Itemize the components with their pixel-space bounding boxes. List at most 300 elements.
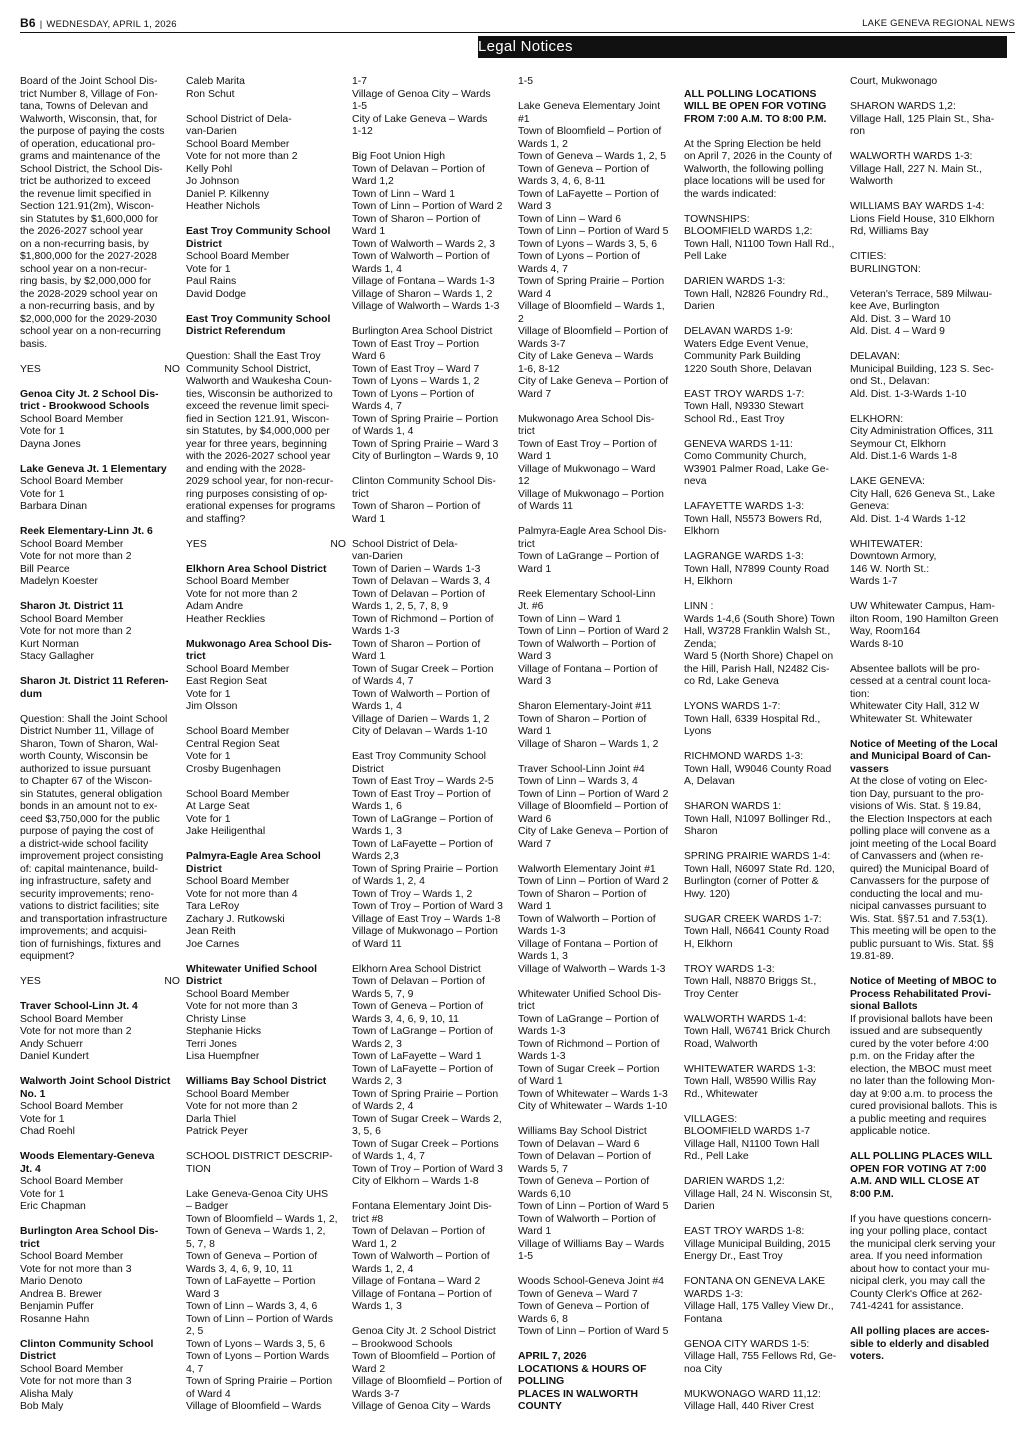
notice-text-line: – Brookwood Schools — [352, 1338, 453, 1350]
notice-text-line: Town of Walworth – Portion of — [518, 1213, 656, 1225]
notice-text-line: 1-12 — [352, 126, 373, 137]
notice-text-line: tana, Towns of Delevan and — [20, 101, 149, 112]
paragraph-gap — [186, 776, 346, 789]
notice-text-line: Village of Darien – Wards 1, 2 — [352, 713, 490, 725]
notice-text-line: Stacy Gallagher — [20, 651, 94, 662]
notice-text-line: Whitewater City Hall, 312 W — [850, 701, 980, 712]
paragraph-gap — [20, 664, 180, 677]
notice-text-line: Traver School-Linn Joint #4 — [518, 763, 645, 775]
notice-text-line: Town of Delavan – Portion of — [518, 1151, 651, 1162]
notice-text-line: Town of Spring Prairie – Portion — [518, 276, 665, 287]
notice-text-line: Town of Geneva – Portion of — [186, 1251, 318, 1262]
notice-text-line: Andy Schuerr — [20, 1038, 83, 1050]
notice-text-line: Eric Chapman — [20, 1201, 86, 1212]
notice-text-line: CITIES: — [850, 251, 887, 262]
paragraph-gap — [518, 976, 678, 989]
notice-heading-line: sional Ballots — [850, 1001, 918, 1012]
notice-text-line: W3901 Palmer Road, Lake Ge- — [684, 463, 829, 475]
notice-text-line: Village of Bloomfield – Wards 1, — [518, 301, 665, 312]
notice-heading-line: East Troy Community School — [186, 313, 331, 325]
notice-text-line: place locations will be used for — [684, 176, 825, 187]
notice-text-line: Town of East Troy – Wards 2-5 — [352, 776, 494, 787]
notice-text-line: Wards 2,3 — [352, 851, 399, 862]
notice-text-line: ing your polling place, contact — [850, 1226, 987, 1237]
notice-text-line: the Hill, Parish Hall, N2482 Cis- — [684, 663, 830, 675]
notice-text-line: WHITEWATER WARDS 1-3: — [684, 1063, 816, 1075]
paragraph-gap — [684, 126, 844, 139]
notice-text-line: Ward 1 — [352, 651, 386, 662]
paragraph-gap — [186, 526, 346, 539]
notice-text-line: Walworth, Wisconsin, that, for — [20, 113, 158, 125]
notice-heading-line: East Troy Community School — [186, 226, 331, 237]
notice-text-line: WHITEWATER: — [850, 538, 923, 550]
paragraph-gap — [20, 1214, 180, 1227]
notice-text-line: conducting the local and mu- — [850, 888, 983, 900]
notice-text-line: Vote for not more than 2 — [186, 151, 298, 162]
paragraph-gap — [186, 339, 346, 352]
notice-text-line: Absentee ballots will be pro- — [850, 663, 980, 675]
notice-text-line: of Wards 2, 4 — [352, 1101, 414, 1112]
notice-text-line: Town of Bloomfield – Wards 1, 2, — [186, 1213, 338, 1225]
notice-text-line: erational expenses for programs — [186, 501, 336, 512]
notice-text-line: issued and are subsequently — [850, 1026, 983, 1037]
notice-text-line: Town of Geneva – Portion of — [518, 163, 650, 175]
notice-text-line: cured by the voter before 4:00 — [850, 1038, 989, 1050]
notice-text-line: Hall, W3728 Franklin Walsh St., — [684, 626, 831, 637]
notice-text-line: of Wards 1, 2, 4 — [352, 876, 425, 887]
notice-text-line: polling place will convene as a — [850, 826, 990, 837]
paragraph-gap — [186, 714, 346, 727]
notice-text-line: Kelly Pohl — [186, 163, 233, 175]
notice-heading-line: Lake Geneva Jt. 1 Elementary — [20, 463, 167, 475]
notice-text-line: School Board Member — [20, 538, 124, 550]
paragraph-gap — [684, 789, 844, 802]
notice-columns — [20, 76, 1010, 1426]
notice-text-line: $2,000,000 for the 2029-2030 — [20, 313, 157, 325]
notice-text-line: Town of LaFayette – Portion of — [518, 188, 659, 200]
notice-text-line: Ald. Dist. 3 – Ward 10 — [850, 313, 951, 325]
notice-text-line: School District of Dela- — [186, 113, 292, 125]
notice-heading-line: Reek Elementary-Linn Jt. 6 — [20, 526, 153, 537]
notice-text-line: Adam Andre — [186, 601, 244, 612]
notice-text-line: Wards 2, 3 — [352, 1076, 402, 1087]
paragraph-gap — [684, 1376, 844, 1389]
paragraph-gap — [186, 626, 346, 639]
notice-text-line: SHARON WARDS 1,2: — [850, 101, 956, 112]
notice-text-line: Village of Walworth – Wards 1-3 — [352, 301, 500, 312]
notice-text-line: WILLIAMS BAY WARDS 1-4: — [850, 201, 985, 212]
notice-text-line: Town Hall, N7899 County Road — [684, 563, 829, 575]
notice-text-line: co Rd, Lake Geneva — [684, 676, 779, 687]
notice-text-line: joint meeting of the Local Board — [850, 838, 997, 850]
notice-text-line: Town of Lyons – Portion of — [518, 251, 641, 262]
notice-text-line: Jake Heiligenthal — [186, 826, 266, 837]
notice-text-line: with the 2026-2027 school year — [186, 451, 331, 462]
notice-text-line: This meeting will be open to the — [850, 926, 997, 937]
paragraph-gap — [850, 964, 1010, 977]
notice-text-line: Village Hall, 755 Fellows Rd, Ge- — [684, 1351, 837, 1362]
notice-text-line: Wards 3, 4, 6, 9, 10, 11 — [186, 1263, 293, 1275]
ballot-choice-yes: YES — [20, 976, 41, 987]
notice-text-line: Fontana Elementary Joint Dis- — [352, 1201, 492, 1212]
notice-heading-line: No. 1 — [20, 1088, 46, 1100]
notice-text-line: Village Hall, 440 River Crest — [684, 1401, 814, 1412]
notice-text-line: van-Darien — [352, 551, 403, 562]
notice-text-line: Town of Linn – Portion of Ward 5 — [518, 226, 669, 237]
paragraph-gap — [20, 1326, 180, 1339]
notice-text-line: Vote for not more than 3 — [186, 1001, 298, 1012]
notice-text-line: 1220 South Shore, Delavan — [684, 363, 812, 375]
paragraph-gap — [684, 489, 844, 502]
notice-text-line: Chad Roehl — [20, 1126, 75, 1137]
notice-text-line: Town of East Troy – Ward 7 — [352, 363, 480, 375]
notice-text-line: Wards 1-3 — [518, 1026, 566, 1037]
paragraph-gap — [186, 1064, 346, 1077]
notice-text-line: authorized to issue pursuant — [20, 763, 151, 775]
notice-text-line: Ward 1 — [352, 513, 386, 525]
paragraph-gap — [684, 689, 844, 702]
notice-text-line: School Board Member — [20, 1363, 124, 1375]
notice-text-line: Community Park Building — [684, 351, 801, 362]
notice-text-line: Village Municipal Building, 2015 — [684, 1238, 831, 1250]
notice-text-line: Veteran's Terrace, 589 Milwau- — [850, 288, 993, 300]
paragraph-gap — [186, 551, 346, 564]
notice-text-line: Village of Fontana – Wards 1-3 — [352, 276, 495, 287]
notice-text-line: Town of Sharon – Portion of — [518, 888, 647, 900]
newspaper-name: LAKE GENEVA REGIONAL NEWS — [862, 18, 1015, 29]
notice-text-line: a district-wide school facility — [20, 838, 149, 850]
notice-text-line: and transportation infrastructure — [20, 913, 168, 925]
notice-text-line: Town of Lyons – Portion Wards — [186, 1351, 330, 1362]
notice-text-line: Village of Bloomfield – Wards — [186, 1401, 322, 1412]
notice-text-line: Section 121.91(2m), Wiscon- — [20, 201, 154, 212]
notice-text-line: Genoa City Jt. 2 School District — [352, 1326, 496, 1337]
notice-text-line: If provisional ballots have been — [850, 1013, 993, 1025]
notice-text-line: DARIEN WARDS 1-3: — [684, 276, 786, 287]
notice-text-line: H, Elkhorn — [684, 576, 733, 587]
paragraph-gap — [20, 514, 180, 527]
notice-text-line: City Administration Offices, 311 — [850, 426, 994, 437]
notice-text-line: Williams Bay School District — [518, 1126, 647, 1137]
notice-text-line: Heather Nichols — [186, 201, 260, 212]
notice-text-line: equipment? — [20, 951, 75, 962]
notice-text-line: School Board Member — [186, 663, 290, 675]
paragraph-gap — [518, 576, 678, 589]
notice-text-line: school year on a non-recur- — [20, 263, 148, 275]
notice-text-line: of Ward 1 — [518, 1076, 563, 1087]
notice-text-line: Christy Linse — [186, 1013, 247, 1025]
notice-text-line: Town of Linn – Portion of Ward 5 — [518, 1326, 669, 1337]
notice-text-line: 146 W. North St.: — [850, 563, 930, 575]
notice-text-line: Wis. Stat. §§7.51 and 7.53(1). — [850, 913, 989, 925]
notice-text-line: Town Hall, W9046 County Road — [684, 763, 832, 775]
notice-text-line: on a non-recurring basis, by — [20, 238, 149, 250]
notice-text-line: School Board Member — [20, 1251, 124, 1262]
notice-text-line: Troy Center — [684, 988, 739, 1000]
notice-text-line: School Board Member — [20, 1101, 124, 1112]
notice-text-line: Town of Walworth – Wards 2, 3 — [352, 238, 496, 250]
paragraph-gap — [684, 314, 844, 327]
notice-text-line: Lake Geneva-Genoa City UHS — [186, 1188, 329, 1200]
ballot-choice-row — [20, 976, 180, 989]
notice-text-line: exceed the revenue limit speci- — [186, 401, 330, 412]
paragraph-gap — [850, 526, 1010, 539]
notice-text-line: Wards 1, 2, 5, 7, 8, 9 — [352, 601, 449, 612]
notice-heading-line: Burlington Area School Dis- — [20, 1226, 159, 1237]
notice-text-line: Geneva: — [850, 501, 890, 512]
notice-text-line: Town of Delavan – Ward 6 — [518, 1138, 640, 1150]
notice-text-line: Town of Linn – Portion of Ward 2 — [518, 876, 669, 887]
section-title: Legal Notices — [478, 38, 573, 55]
paragraph-gap — [20, 701, 180, 714]
notice-text-line: trict — [518, 426, 535, 437]
notice-text-line: Jim Olsson — [186, 701, 238, 712]
notice-text-line: WALWORTH WARDS 1-4: — [684, 1013, 807, 1025]
notice-heading-line: District — [20, 1351, 56, 1362]
notice-text-line: Town of Delavan – Portion of — [352, 163, 485, 175]
notice-text-line: Central Region Seat — [186, 738, 280, 750]
notice-text-line: Wards 1, 6 — [352, 801, 402, 812]
notice-text-line: District Number 11, Village of — [20, 726, 154, 737]
notice-text-line: TION — [186, 1163, 211, 1175]
notice-text-line: School Rd., East Troy — [684, 413, 785, 425]
notice-text-line: Vote for not more than 4 — [186, 888, 298, 900]
notice-text-line: tion: — [850, 688, 870, 700]
notice-text-line: Town of Geneva – Ward 7 — [518, 1288, 638, 1300]
notice-heading-line: OPEN FOR VOTING AT 7:00 — [850, 1163, 987, 1175]
notice-text-line: the revenue limit specified in — [20, 188, 152, 200]
notice-text-line: sin Statutes by $1,600,000 for — [20, 213, 159, 225]
paragraph-gap — [518, 689, 678, 702]
notice-text-line: School Board Member — [20, 613, 124, 625]
notice-heading-line: PLACES IN WALWORTH — [518, 1388, 639, 1400]
notice-text-line: Village of Fontana – Portion of — [518, 663, 658, 675]
notice-text-line: Big Foot Union High — [352, 151, 445, 162]
notice-text-line: Ward 6 — [352, 351, 386, 362]
notice-text-line: ties, Wisconsin be authorized to — [186, 388, 333, 400]
notice-heading-line: Williams Bay School District — [186, 1076, 327, 1087]
notice-text-line: Ward 3 — [186, 1288, 220, 1300]
notice-text-line: Energy Dr., East Troy — [684, 1251, 783, 1262]
notice-text-line: Village of Mukwonago – Portion — [518, 488, 664, 500]
notice-text-line: School District, the School Dis- — [20, 163, 163, 175]
notice-heading-line: Jt. 4 — [20, 1163, 41, 1175]
notice-text-line: Town of Sharon – Portion of — [352, 501, 481, 512]
paragraph-gap — [684, 1264, 844, 1277]
notice-text-line: Town of East Troy – Portion of — [352, 788, 491, 800]
notice-text-line: Hwy. 120) — [684, 888, 731, 900]
notice-text-line: Town of Linn – Portion of Ward 2 — [518, 626, 669, 637]
notice-text-line: TOWNSHIPS: — [684, 213, 750, 225]
notice-text-line: WARDS 1-3: — [684, 1288, 744, 1300]
notice-heading-line: ALL POLLING PLACES WILL — [850, 1151, 993, 1162]
notice-text-line: Question: Shall the Joint School — [20, 713, 168, 725]
notice-text-line: Wards 8-10 — [850, 638, 904, 650]
notice-text-line: Town of Whitewater – Wards 1-3 — [518, 1088, 668, 1100]
notice-text-line: Bob Maly — [20, 1401, 64, 1412]
paragraph-gap — [518, 89, 678, 102]
notice-text-line: Town of Spring Prairie – Portion — [352, 1088, 499, 1100]
paragraph-gap — [850, 339, 1010, 352]
notice-heading-line: Whitewater Unified School — [186, 963, 318, 975]
notice-text-line: DARIEN WARDS 1,2: — [684, 1176, 785, 1187]
notice-heading-line: dum — [20, 688, 42, 700]
notice-text-line: Wards 5, 7 — [518, 1163, 568, 1175]
notice-text-line: Lake Geneva Elementary Joint — [518, 101, 661, 112]
notice-text-line: Town of Sugar Creek – Portion — [518, 1063, 660, 1075]
notice-text-line: the Election Inspectors at each — [850, 813, 993, 825]
notice-text-line: Lyons — [684, 726, 712, 737]
ballot-choice-yes: YES — [20, 363, 41, 375]
notice-text-line: Village of Fontana – Portion of — [352, 1288, 492, 1300]
notice-text-line: Vote for not more than 3 — [20, 1376, 132, 1387]
notice-text-line: East Troy Community School — [352, 751, 486, 762]
notice-text-line: no later than the following Mon- — [850, 1076, 995, 1087]
paragraph-gap — [684, 1051, 844, 1064]
notice-text-line: City of Lake Geneva – Wards — [352, 113, 488, 125]
notice-text-line: Town of Linn – Portion of Ward 2 — [352, 201, 503, 212]
notice-text-line: a non-recurring basis, and by — [20, 301, 155, 312]
notice-text-line: Rd., Whitewater — [684, 1088, 758, 1100]
notice-text-line: City of Burlington – Wards 9, 10 — [352, 451, 499, 462]
notice-text-line: DELAVAN: — [850, 351, 900, 362]
notice-text-line: Whitewater St. Whitewater — [850, 713, 973, 725]
notice-text-line: 1-5 — [518, 76, 534, 87]
notice-text-line: Wards 1, 2 — [518, 138, 568, 150]
notice-heading-line: voters. — [850, 1351, 885, 1362]
paragraph-gap — [518, 401, 678, 414]
paragraph-gap — [684, 1164, 844, 1177]
notice-heading-line: WILL BE OPEN FOR VOTING — [684, 101, 827, 112]
column-2 — [186, 76, 346, 1426]
notice-text-line: Vote for not more than 2 — [186, 588, 298, 600]
notice-text-line: Town Hall, N5573 Bowers Rd, — [684, 513, 823, 525]
notice-text-line: Como Community Church, — [684, 451, 807, 462]
notice-text-line: Ward 7 — [518, 838, 552, 850]
paragraph-gap — [352, 139, 512, 152]
paragraph-gap — [850, 276, 1010, 289]
notice-text-line: nicipal canvasses pursuant to — [850, 901, 987, 912]
page-folio: B6 | WEDNESDAY, APRIL 1, 2026 — [20, 16, 177, 30]
notice-text-line: Town of Delavan – Portion of — [352, 976, 485, 987]
notice-text-line: Town of Linn – Ward 6 — [518, 213, 621, 225]
notice-text-line: the municipal clerk serving your — [850, 1238, 996, 1250]
notice-text-line: Waters Edge Event Venue, — [684, 338, 809, 350]
notice-text-line: the purpose of paying the costs — [20, 126, 165, 137]
notice-text-line: Ward 2 — [352, 1363, 386, 1375]
notice-text-line: Vote for not more than 2 — [20, 626, 132, 637]
notice-heading-line: All polling places are acces- — [850, 1326, 990, 1337]
notice-text-line: kee Ave, Burlington — [850, 301, 940, 312]
notice-text-line: Town Hall, N9330 Stewart — [684, 401, 804, 412]
notice-heading-line: Notice of Meeting of MBOC to — [850, 976, 997, 987]
notice-text-line: RICHMOND WARDS 1-3: — [684, 751, 804, 762]
paragraph-gap — [352, 1314, 512, 1327]
notice-text-line: Village Hall, 175 Valley View Dr., — [684, 1301, 834, 1312]
notice-text-line: WALWORTH WARDS 1-3: — [850, 151, 973, 162]
notice-text-line: Vote for not more than 2 — [186, 1101, 298, 1112]
notice-text-line: Town of East Troy – Portion — [352, 338, 480, 350]
notice-text-line: Town of Linn – Portion of Wards — [186, 1313, 333, 1325]
notice-heading-line: COUNTY — [518, 1401, 562, 1412]
paragraph-gap — [684, 426, 844, 439]
paragraph-gap — [352, 951, 512, 964]
notice-text-line: Ald. Dist. 4 – Ward 9 — [850, 326, 945, 337]
notice-text-line: Town of Delavan – Portion of — [352, 1226, 485, 1237]
notice-text-line: Village of East Troy – Wards 1-8 — [352, 913, 501, 925]
notice-text-line: Walworth, the following polling — [684, 163, 824, 175]
notice-text-line: Dayna Jones — [20, 438, 81, 450]
notice-text-line: Village of Sharon – Wards 1, 2 — [352, 288, 493, 300]
notice-text-line: School Board Member — [186, 576, 290, 587]
notice-text-line: visions of Wis. Stat. § 19.84, — [850, 801, 982, 812]
notice-text-line: 741-4241 for assistance. — [850, 1301, 964, 1312]
paragraph-gap — [186, 1176, 346, 1189]
notice-text-line: Town of Sharon – Portion of — [518, 713, 647, 725]
notice-text-line: Town of Bloomfield – Portion of — [518, 126, 662, 137]
notice-text-line: Ald. Dist. 1-4 Wards 1-12 — [850, 513, 966, 525]
notice-text-line: Town of Linn – Wards 3, 4, 6 — [186, 1301, 318, 1312]
notice-text-line: applicable notice. — [850, 1126, 931, 1137]
notice-text-line: DELAVAN WARDS 1-9: — [684, 326, 793, 337]
notice-text-line: Town of Sharon – Portion of — [352, 213, 481, 225]
notice-text-line: – Badger — [186, 1201, 229, 1212]
page-header — [20, 14, 1015, 33]
notice-text-line: Town of Linn – Portion of Ward 2 — [518, 788, 669, 800]
notice-text-line: SCHOOL DISTRICT DESCRIP- — [186, 1151, 333, 1162]
notice-text-line: tion Day, pursuant to the pro- — [850, 788, 984, 800]
notice-text-line: Ald. Dist. 1-3-Wards 1-10 — [850, 388, 967, 400]
notice-text-line: of: capital maintenance, build- — [20, 863, 159, 875]
notice-text-line: the 2028-2029 school year on — [20, 288, 158, 300]
notice-text-line: Wards 3-7 — [518, 338, 566, 350]
paragraph-gap — [684, 901, 844, 914]
paragraph-gap — [684, 201, 844, 214]
notice-text-line: Ward 7 — [518, 388, 552, 400]
notice-text-line: to Chapter 67 of the Wiscon- — [20, 776, 153, 787]
notice-text-line: City of Lake Geneva – Portion of — [518, 826, 669, 837]
notice-text-line: Town of Troy – Portion of Ward 3 — [352, 901, 503, 912]
notice-text-line: trict — [352, 488, 369, 500]
notice-text-line: improvement project consisting — [20, 851, 164, 862]
notice-text-line: Tara LeRoy — [186, 901, 240, 912]
notice-text-line: Village of Genoa City – Wards — [352, 1401, 491, 1412]
paragraph-gap — [518, 1264, 678, 1277]
notice-text-line: Wards 1-3 — [518, 1051, 566, 1062]
notice-text-line: Vote for not more than 2 — [20, 551, 132, 562]
column-1 — [20, 76, 180, 1426]
notice-text-line: 3, 5, 6 — [352, 1126, 381, 1137]
notice-text-line: Town of Linn – Ward 1 — [352, 188, 455, 200]
notice-text-line: Village Hall, 227 N. Main St., — [850, 163, 983, 175]
notice-text-line: ond St., Delavan: — [850, 376, 930, 387]
notice-text-line: Ward 1 — [518, 451, 552, 462]
paragraph-gap — [20, 589, 180, 602]
notice-text-line: School Board Member — [186, 876, 290, 887]
notice-heading-line: ALL POLLING LOCATIONS — [684, 88, 817, 100]
notice-text-line: Town of Lyons – Wards 3, 5, 6 — [186, 1338, 325, 1350]
notice-heading-line: trict — [20, 1238, 40, 1250]
notice-heading-line: District — [186, 238, 222, 250]
paragraph-gap — [684, 589, 844, 602]
notice-text-line: noa City — [684, 1363, 723, 1375]
notice-text-line: Village of Fontana – Ward 2 — [352, 1276, 481, 1287]
notice-text-line: At Large Seat — [186, 801, 250, 812]
notice-text-line: Wards 1-3 — [518, 926, 566, 937]
notice-text-line: Patrick Peyer — [186, 1126, 248, 1137]
notice-text-line: Village of Mukwonago – Ward — [518, 463, 656, 475]
notice-text-line: Zachary J. Rutkowski — [186, 913, 285, 925]
